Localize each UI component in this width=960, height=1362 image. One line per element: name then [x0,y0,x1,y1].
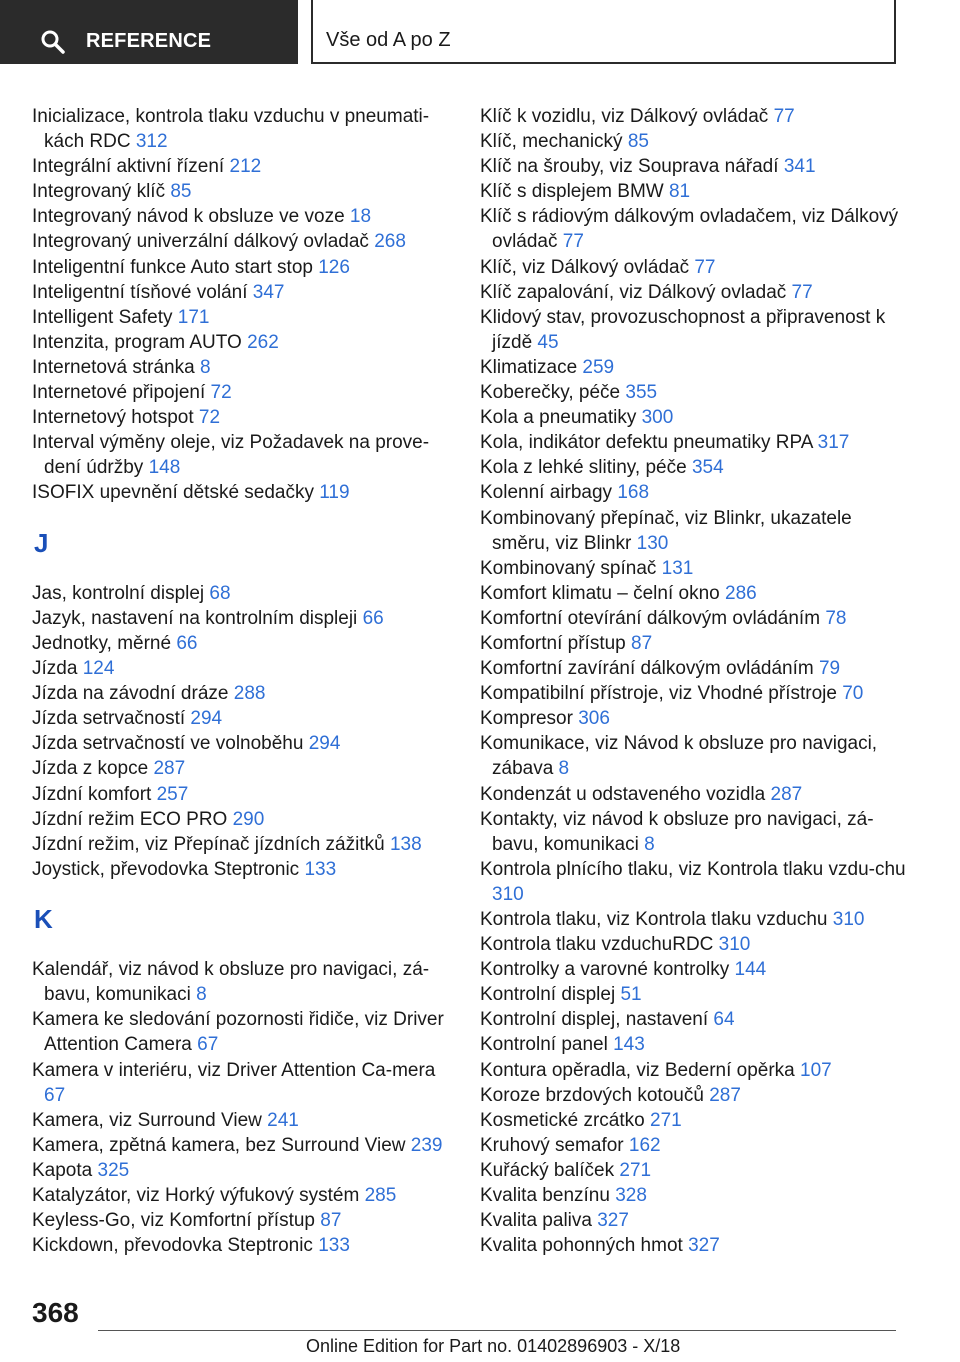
page-link[interactable]: 257 [156,783,189,805]
index-entry-term: Kola, indikátor defektu pneumatiky RPA [480,432,818,454]
index-entry-term: Kombinovaný spínač [480,557,662,579]
index-entry [480,556,910,581]
page-link[interactable]: 87 [320,1210,342,1232]
index-entry-term: Jízdní režim ECO PRO [32,808,233,830]
index-entry [32,179,452,204]
page-link[interactable]: 8 [644,833,655,855]
index-entry-term: Kvalita pohonných hmot [480,1235,689,1257]
index-entry-term: Kvalita benzínu [480,1185,616,1207]
index-entry-term: Internetová stránka [32,356,200,378]
index-entry [480,656,910,681]
index-entry-term: Klíč na šrouby, viz Souprava nářadí [480,156,784,178]
page-link[interactable]: 133 [318,1235,350,1257]
index-entry [480,782,910,807]
page-link[interactable]: 67 [197,1034,219,1056]
index-entry [32,480,452,505]
page-link[interactable]: 300 [641,407,674,429]
index-entry [32,1183,452,1208]
page-link[interactable]: 144 [734,959,767,981]
page-link[interactable]: 317 [817,432,850,454]
index-entry-term: Komfortní přístup [480,632,632,654]
index-entry-term: Kolenní airbagy [480,482,618,504]
index-entry [32,1108,452,1133]
index-entry [480,982,910,1007]
index-entry [480,681,910,706]
index-entry-term: Klíč k vozidlu, viz Dálkový ovládač [480,106,774,127]
index-entry [32,405,452,430]
index-entry-term: Klimatizace [480,356,583,378]
index-entry [32,229,452,254]
page-link[interactable]: 259 [582,356,615,378]
page-link[interactable]: 138 [389,833,422,855]
index-entry [32,305,452,330]
index-entry-term: Inteligentní tísňové volání [32,281,253,303]
page-link[interactable]: 262 [247,331,279,353]
page-link[interactable]: 77 [562,231,584,253]
page-link[interactable]: 328 [615,1185,647,1207]
index-entry [480,1108,910,1133]
page-link[interactable]: 347 [252,281,285,303]
page-link[interactable]: 327 [688,1235,720,1257]
index-entry-term: Kvalita paliva [480,1210,598,1232]
page-link[interactable]: 354 [691,457,724,479]
index-entry-term: Joystick, převodovka Steptronic [32,858,305,880]
index-entry-term: Kickdown, převodovka Steptronic [32,1235,319,1257]
index-entry-term: Intenzita, program AUTO [32,331,248,353]
index-entry [32,706,452,731]
reference-tab[interactable] [0,0,298,64]
page-link[interactable]: 72 [198,407,221,429]
index-entry-term: Kombinovaný přepínač, viz Blinkr, ukazatele směru, viz Blinkr [480,507,852,554]
footer-divider [98,1330,896,1331]
index-entry [32,756,452,781]
page-link[interactable]: 143 [613,1034,645,1056]
index-entry [32,606,452,631]
index-entry [480,857,910,907]
index-entry [32,782,452,807]
index-entry [480,581,910,606]
index-entry-term: Jízdní režim, viz Přepínač jízdních zážitků [32,833,390,855]
page-link[interactable]: 212 [229,156,262,178]
index-entry-term: Koroze brzdových kotoučů [480,1084,710,1106]
index-entry [480,1032,910,1057]
index-entry-term: Jízdní komfort [32,783,157,805]
index-entry-term: Jednotky, měrné [32,632,177,654]
index-entry-term: Kontrola tlaku, viz Kontrola tlaku vzduchu [480,909,833,930]
index-entry-term: Jízda setrvačností [32,708,191,730]
index-entry-term: Intelligent Safety [32,306,178,328]
page-link[interactable]: 310 [832,909,865,930]
page-link[interactable]: 286 [725,582,757,604]
index-entry [480,154,910,179]
index-entry-term: Kamera ke sledování pozornosti řidiče, viz Driver Attention Camera [32,1009,444,1056]
index-entry [32,330,452,355]
footer-edition [306,1336,680,1357]
index-entry-term: Integrovaný univerzální dálkový ovladač [32,231,375,253]
index-entry [32,957,452,1007]
index-entry [480,305,910,355]
page-link[interactable]: 66 [362,607,384,629]
page-link[interactable]: 78 [825,607,847,629]
index-entry-term: ISOFIX upevnění dětské sedačky [32,482,320,504]
page-link[interactable]: 72 [210,382,232,404]
index-entry-term: Komfort klimatu – čelní okno [480,582,725,604]
index-entry-term: Kontrola plnícího tlaku, viz Kontrola tlaku vzdu‐chu [480,858,906,880]
page-link[interactable]: 168 [617,482,650,504]
index-entry-term: Jízda z kopce [32,758,154,780]
page-link[interactable]: 8 [199,356,211,378]
index-entry [480,1133,910,1158]
page-link[interactable]: 341 [783,156,816,178]
index-entry [32,656,452,681]
index-entry-term: Internetový hotspot [32,407,199,429]
index-entry [32,1007,452,1057]
page-link[interactable]: 271 [619,1159,652,1181]
index-entry-term: Jízda na závodní dráze [32,683,234,705]
index-entry-term: Inicializace, kontrola tlaku vzduchu v pneumati‐kách RDC [32,106,430,153]
page-link[interactable]: 51 [620,984,642,1006]
index-entry-term: Kuřácký balíček [480,1159,620,1181]
index-entry-term: Klíč s rádiovým dálkovým ovladačem, viz Dálkový ovládač [480,206,899,253]
index-entry-term: Jízda setrvačností ve volnoběhu [32,733,309,755]
index-entry [480,405,910,430]
index-entry [32,581,452,606]
index-entry [480,1183,910,1208]
index-entry-term: Jas, kontrolní displej [32,582,210,604]
index-entry-term: Jízda [32,658,83,680]
page-link[interactable]: 18 [349,206,372,228]
index-entry-term: Kontrola tlaku vzduchuRDC [480,934,719,956]
index-entry-term: Integrovaný návod k obsluze ve voze [32,206,350,228]
page-link[interactable]: 325 [97,1159,130,1181]
index-entry-term: Kontakty, viz návod k obsluze pro navigaci, zá‐bavu, komunikaci [480,808,874,855]
index-entry [32,1133,452,1158]
page-link[interactable]: 68 [209,582,231,604]
page-link[interactable]: 64 [713,1009,735,1031]
page-link[interactable]: 77 [694,256,716,278]
page-link[interactable]: 355 [625,382,658,404]
index-entry [480,280,910,305]
index-entry-term: Kompresor [480,708,579,730]
index-entry-term: Klíč, viz Dálkový ovládač [480,256,695,278]
index-entry-term: Keyless-Go, viz Komfortní přístup [32,1210,321,1232]
page-link[interactable]: 310 [718,934,751,956]
index-entry [32,832,452,857]
index-entry [32,1158,452,1183]
index-entry [32,1208,452,1233]
index-entry [32,255,452,280]
index-entry-term: Kompatibilní přístroje, viz Vhodné přístroje [480,683,843,705]
index-entry [32,807,452,832]
index-entry [32,731,452,756]
index-entry-term: Integrální aktivní řízení [32,156,230,178]
page-number: 368 [32,1297,79,1328]
edition-text: Online Edition for Part no. 01402896903 - X/18 [306,1336,681,1356]
index-entry [480,606,910,631]
index-entry [32,857,452,882]
index-entry-term: Klíč zapalování, viz Dálkový ovladač [480,281,792,303]
index-column-left [32,104,452,1258]
index-entry [32,355,452,380]
index-entry-term: Klíč, mechanický [480,131,628,153]
index-letter-heading: J [34,527,49,558]
index-entry-term: Kontrolky a varovné kontrolky [480,959,735,981]
index-entry-term: Kapota [32,1159,98,1181]
page-link[interactable]: 70 [842,683,864,705]
index-entry-term: Komfortní zavírání dálkovým ovládáním [480,658,819,680]
page-link[interactable]: 241 [267,1109,299,1131]
index-entry [480,1083,910,1108]
index-entry [480,1007,910,1032]
page-link[interactable]: 8 [558,758,570,780]
index-entry-term: Kondenzát u odstaveného vozidla [480,783,771,805]
index-entry-term: Jazyk, nastavení na kontrolním displeji [32,607,363,629]
page-link[interactable]: 268 [374,231,406,253]
index-entry-term: Klidový stav, provozuschopnost a připravenost k jízdě [480,306,886,353]
page-link[interactable]: 126 [318,256,350,278]
page-link[interactable]: 67 [44,1084,66,1106]
page-link[interactable]: 124 [82,658,115,680]
index-entry-term: Internetové připojení [32,382,211,404]
page-link[interactable]: 85 [170,181,192,203]
page-link[interactable]: 66 [176,632,198,654]
page-link[interactable]: 285 [364,1185,397,1207]
index-entry-term: Kamera, viz Surround View [32,1109,268,1131]
index-entry [480,355,910,380]
index-entry [32,681,452,706]
index-entry [32,380,452,405]
page-link[interactable]: 294 [190,708,223,730]
index-entry-term: Kontrolní displej, nastavení [480,1009,714,1031]
index-entry [480,480,910,505]
page-link[interactable]: 77 [791,281,813,303]
page-link[interactable]: 327 [597,1210,629,1232]
index-entry [480,104,910,129]
page-link[interactable]: 77 [773,106,795,127]
index-entry-term: Kola z lehké slitiny, péče [480,457,692,479]
index-entry-term: Kola a pneumatiky [480,407,642,429]
page-link[interactable]: 81 [668,181,691,203]
index-entry-term: Interval výměny oleje, viz Požadavek na prove‐dení údržby [32,432,430,479]
index-entry-term: Kosmetické zrcátko [480,1109,650,1131]
index-entry [480,706,910,731]
index-entry [480,506,910,556]
index-entry-term: Katalyzátor, viz Horký výfukový systém [32,1185,365,1207]
index-entry [480,932,910,957]
section-header [311,0,896,64]
index-entry [32,430,452,480]
index-entry [480,631,910,656]
page-link[interactable]: 287 [153,758,186,780]
index-entry [32,1058,452,1108]
page-link[interactable]: 148 [148,457,181,479]
index-entry-term: Klíč s displejem BMW [480,181,669,203]
index-entry [32,204,452,229]
page-link[interactable]: 133 [304,858,337,880]
index-entry [480,455,910,480]
index-entry-term: Kontrolní displej [480,984,621,1006]
page-link[interactable]: 312 [135,131,168,153]
index-entry-term: Komunikace, viz Návod k obsluze pro navigaci, zábava [480,733,878,780]
page-link[interactable]: 162 [628,1134,661,1156]
page-link[interactable]: 287 [770,783,803,805]
page-link[interactable]: 87 [631,632,653,654]
page-link[interactable]: 8 [196,984,207,1006]
page-link[interactable]: 239 [410,1134,443,1156]
page-link[interactable]: 107 [800,1059,832,1081]
page-link[interactable]: 271 [650,1109,682,1131]
index-entry-term: Kruhový semafor [480,1134,629,1156]
index-entry-term: Kamera v interiéru, viz Driver Attention Ca‐mera [32,1059,436,1081]
index-entry [32,104,452,154]
search-icon [40,29,66,55]
page-link[interactable]: 45 [537,331,559,353]
page-link[interactable]: 79 [818,658,841,680]
index-entry [480,380,910,405]
index-entry [32,1233,452,1258]
index-entry [480,430,910,455]
page-link[interactable]: 310 [492,883,524,905]
index-entry [480,1158,910,1183]
index-letter-heading: K [34,904,53,934]
index-entry [480,731,910,781]
page-link[interactable]: 294 [308,733,341,755]
index-entry-term: Inteligentní funkce Auto start stop [32,256,319,278]
index-entry-term: Kamera, zpětná kamera, bez Surround View [32,1134,411,1156]
index-entry [480,204,910,254]
index-entry-term: Integrovaný klíč [32,181,171,203]
index-entry-term: Komfortní otevírání dálkovým ovládáním [480,607,826,629]
index-entry [480,255,910,280]
index-column-right [480,104,910,1258]
page-link[interactable]: 288 [233,683,266,705]
index-entry [480,957,910,982]
page-link[interactable]: 131 [661,557,694,579]
index-entry [32,154,452,179]
page-link[interactable]: 287 [709,1084,741,1106]
index-entry [480,179,910,204]
page-link[interactable]: 171 [177,306,210,328]
index-entry [32,280,452,305]
index-entry-term: Kalendář, viz návod k obsluze pro navigaci, zá‐bavu, komunikaci [32,959,430,1006]
page-link[interactable]: 119 [319,482,350,504]
page-link[interactable]: 85 [627,131,649,153]
page-link[interactable]: 290 [232,808,265,830]
index-entry-term: Kontura opěradla, viz Bederní opěrka [480,1059,801,1081]
index-entry [480,807,910,857]
reference-label: REFERENCE [86,30,212,52]
index-entry [480,129,910,154]
section-title: Vše od A po Z [326,29,451,51]
index-entry [480,1208,910,1233]
index-entry-term: Koberečky, péče [480,382,626,404]
index-entry [32,631,452,656]
index-entry [480,1058,910,1083]
index-entry [480,907,910,932]
index-entry-term: Kontrolní panel [480,1034,614,1056]
page-link[interactable]: 306 [578,708,610,730]
page-link[interactable]: 130 [636,532,669,554]
index-entry [480,1233,910,1258]
